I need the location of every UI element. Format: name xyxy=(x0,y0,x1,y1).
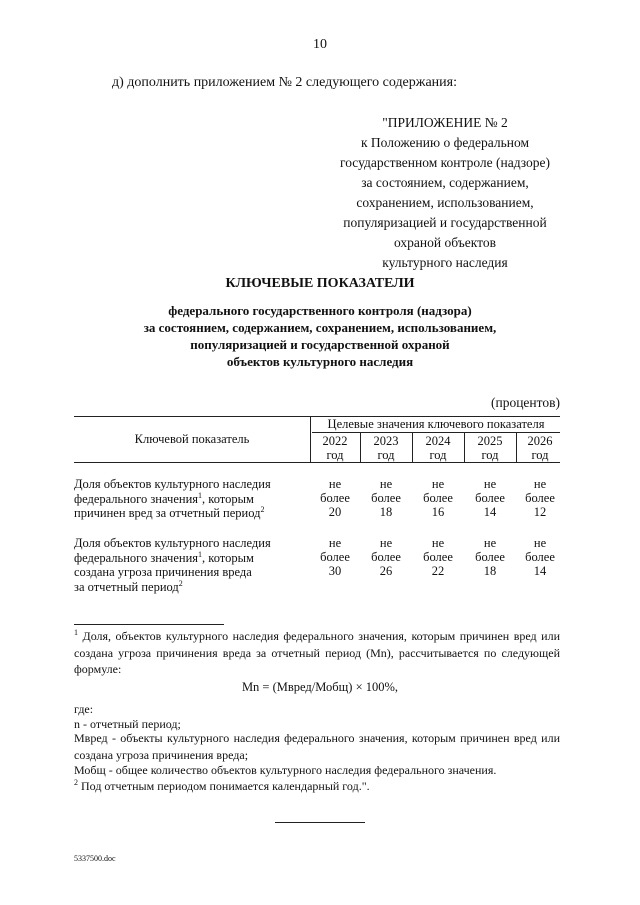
year-header: 2025 год xyxy=(477,434,503,462)
appendix-line: "ПРИЛОЖЕНИЕ № 2 xyxy=(382,115,508,130)
definition-mobsch: Мобщ - общее количество объектов культурного наследия федерального значения. xyxy=(74,763,497,777)
intro-text: д) дополнить приложением № 2 следующего содержания: xyxy=(112,75,457,90)
year-header: 2026 год xyxy=(527,434,553,462)
year-divider xyxy=(464,432,465,462)
target-values-header: Целевые значения ключевого показателя xyxy=(327,417,545,431)
appendix-line: к Положению о федеральном xyxy=(360,135,530,150)
subtitle-line: федерального государственного контроля (надзора) xyxy=(168,303,472,318)
year-divider xyxy=(412,432,413,462)
table-cell: не более 26 xyxy=(371,536,401,578)
table-cell: не более 14 xyxy=(475,477,505,519)
appendix-line: за состоянием, содержанием, xyxy=(361,175,529,190)
formula: Мn = (Мвред/Мобщ) × 100%, xyxy=(241,680,399,694)
table-cell: не более 22 xyxy=(423,536,453,578)
table-cell: не более 18 xyxy=(371,477,401,519)
subtitle-line: за состоянием, содержанием, сохранением, использованием, xyxy=(143,320,497,335)
appendix-line: охраной объектов xyxy=(394,235,496,250)
appendix-line: популяризацией и государственной xyxy=(343,215,547,230)
year-divider xyxy=(360,432,361,462)
indicator-column-divider xyxy=(310,416,311,462)
appendix-line: сохранением, использованием, xyxy=(356,195,534,210)
footnote-1: $^1$ Доля, объектов культурного наследия федерального значения, которым причинен вред или создана угроза причинения вреда за отчетный период (Мn), рассчитывается по следующей формуле: xyxy=(74,628,561,676)
table-cell: не более 14 xyxy=(525,536,555,578)
table-cell: не более 12 xyxy=(525,477,555,519)
subtitle-line: объектов культурного наследия xyxy=(226,354,414,369)
appendix-line: государственном контроле (надзоре) xyxy=(340,155,550,170)
footnote-2: $^2$ Под отчетным периодом понимается календарный год.". xyxy=(74,778,370,793)
target-header-rule xyxy=(312,432,560,433)
table-cell: не более 18 xyxy=(475,536,505,578)
definition-n: n - отчетный период; xyxy=(74,717,181,731)
year-header: 2024 год xyxy=(425,434,451,462)
year-header: 2023 год xyxy=(373,434,399,462)
year-header: 2022 год xyxy=(322,434,348,462)
footnote-separator xyxy=(74,624,224,625)
table-cell: не более 30 xyxy=(320,536,350,578)
table-cell: не более 16 xyxy=(423,477,453,519)
table-row-indicator: Доля объектов культурного наследия федерального значения$^1$, которым создана угроза причинения вреда за отчетный период$^2$ xyxy=(74,536,271,594)
table-cell: не более 20 xyxy=(320,477,350,519)
table-header-bottom-rule xyxy=(74,462,560,463)
year-divider xyxy=(516,432,517,462)
document-title: КЛЮЧЕВЫЕ ПОКАЗАТЕЛИ xyxy=(225,276,415,291)
where-label: где: xyxy=(74,702,94,716)
units-label: (процентов) xyxy=(490,395,560,410)
table-row-indicator: Доля объектов культурного наследия федерального значения$^1$, которым причинен вред за отчетный период$^2$ xyxy=(74,477,271,520)
definition-mvred: Мвред - объекты культурного наследия федерального значения, которым причинен вред или создана угроза причинения вреда; xyxy=(74,731,560,762)
appendix-header xyxy=(310,113,580,273)
appendix-line: культурного наследия xyxy=(382,255,508,270)
end-separator xyxy=(275,822,365,823)
indicator-column-header: Ключевой показатель xyxy=(134,432,250,446)
document-subtitle xyxy=(60,302,580,370)
page-number: 10 xyxy=(313,37,327,52)
subtitle-line: популяризацией и государственной охраной xyxy=(190,337,450,352)
document-id: 5337500.doc xyxy=(74,854,116,863)
